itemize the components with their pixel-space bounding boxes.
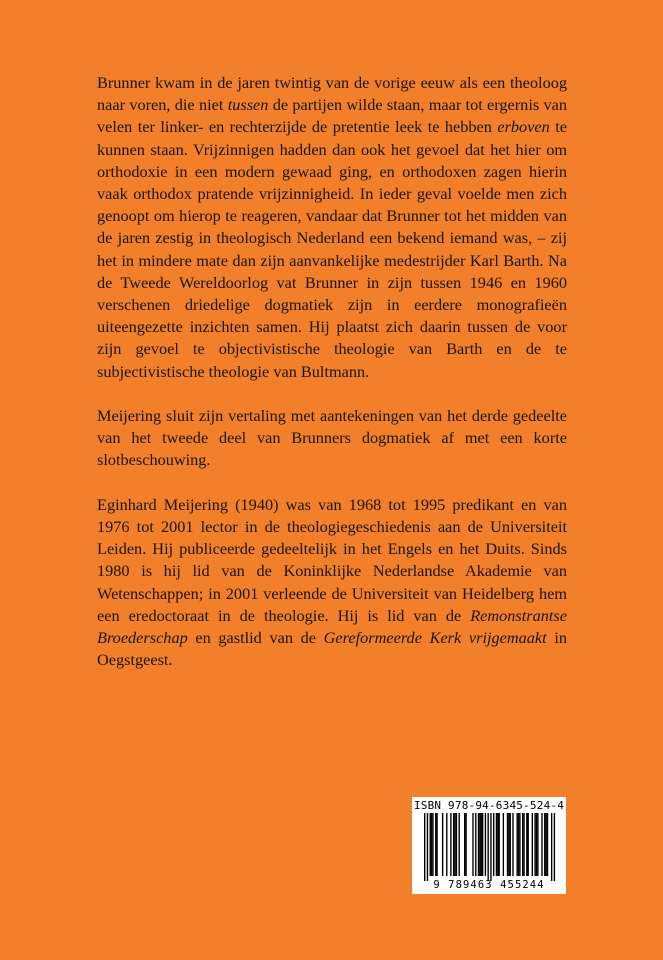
- barcode-bar: [431, 813, 432, 876]
- barcode-bar: [545, 813, 546, 876]
- barcode-bar: [456, 813, 457, 876]
- barcode-bar: [436, 813, 437, 876]
- barcode-bar: [547, 813, 548, 876]
- emphasis-remonstrantse: Remonstrantse Broederschap: [97, 605, 567, 648]
- isbn-label: ISBN 978-94-6345-524-4: [413, 799, 565, 812]
- barcode-bar: [497, 813, 498, 876]
- barcode-bar: [503, 813, 504, 876]
- barcode-bar: [430, 813, 431, 876]
- barcode-bar: [490, 813, 491, 881]
- barcode-bar: [534, 813, 535, 876]
- paragraph-brunner: Brunner kwam in de jaren twintig van de vorige eeuw als een theoloog naar voren, die niet tussen de partijen wilde staan, maar tot ergernis van velen ter linker- en rechterzijde de pretentie leek te hebben erboven te kunnen staan. Vrijzinnigen hadden dan ook het gevoel dat het hier om orthodoxie in een modern gewaad ging, en orthodoxen zagen hierin vaak orthodox pratende vrijzinnigheid. In ieder geval voelde men zich genoopt om hierop te reageren, vandaar dat Brunner tot het midden van de jaren zestig in theologisch Nederland een bekend iemand was, – zij het in mindere mate dan zijn aanvankelijke medestrijder Karl Barth. Na de Tweede Wereldoorlog vat Brunner in zijn tussen 1946 en 1960 verschenen driedelige dogmatiek zijn in eerdere monografieën uiteengezette inzichten samen. Hij plaatst zich daarin tussen de voor zijn gevoel te objectivistische theologie van Barth en de te subjectivistische theologie van Bultmann.: [97, 73, 567, 381]
- isbn-barcode: [412, 797, 566, 894]
- barcode-bar: [541, 813, 542, 876]
- barcode-bar: [472, 813, 473, 876]
- barcode-bar: [475, 813, 476, 876]
- barcode-bar: [465, 813, 466, 876]
- barcode-bar: [537, 813, 538, 876]
- barcode-bar: [526, 813, 527, 876]
- emphasis-tussen: tussen: [227, 95, 269, 115]
- back-cover-text: [97, 72, 567, 694]
- barcode-bar: [516, 813, 517, 876]
- barcode-bar: [450, 813, 451, 876]
- barcode-bar: [499, 813, 500, 876]
- barcode-bar: [493, 813, 494, 876]
- barcode-bar: [496, 813, 497, 876]
- barcode-bar: [532, 813, 533, 876]
- paragraph-author-bio: Eginhard Meijering (1940) was van 1968 tot 1995 predikant en van 1976 tot 2001 lector in de theologiegeschiedenis aan de Universiteit Leiden. Hij publiceerde gedeeltelijk in het Engels en het Duits. Sinds 1980 is hij lid van de Koninklijke Nederlandse Akademie van Wetenschappen; in 2001 verleende de Universiteit van Heidelberg hem een eredoctoraat in de theologie. Hij is lid van de Remonstrantse Broederschap en gastlid van de Gereformeerde Kerk vrijgemaakt in Oegstgeest.: [97, 494, 567, 670]
- barcode-bar: [536, 813, 537, 876]
- barcode-bar: [522, 813, 523, 876]
- barcode-bar: [507, 813, 508, 876]
- barcode-bar: [459, 813, 460, 876]
- barcode-bar: [512, 813, 513, 876]
- barcode-bar: [485, 813, 486, 876]
- barcode-bar: [454, 813, 455, 876]
- emphasis-erboven: erboven: [497, 117, 550, 137]
- barcode-bar: [432, 813, 433, 876]
- barcode-bar: [482, 813, 483, 876]
- barcode-bar: [518, 813, 519, 876]
- barcode-bar: [464, 813, 465, 876]
- paragraph-meijering-translation: Meijering sluit zijn vertaling met aantekeningen van het derde gedeelte van het tweede deel van Brunners dogmatiek af met een korte slotbeschouwing.: [97, 406, 567, 470]
- barcode-digits: 9 789463 455244: [433, 879, 545, 891]
- barcode-bar: [544, 813, 545, 876]
- barcode-bar: [427, 813, 428, 881]
- barcode-bar: [435, 813, 436, 876]
- barcode-bar: [481, 813, 482, 876]
- barcode-bar: [510, 813, 511, 876]
- barcode-bar: [508, 813, 509, 876]
- barcode-bar: [478, 813, 479, 876]
- barcode-bar: [487, 813, 488, 881]
- barcode-bar: [551, 813, 552, 881]
- barcode-bar: [554, 813, 555, 881]
- barcode-bar: [479, 813, 480, 876]
- barcode-bar: [442, 813, 443, 876]
- emphasis-gereformeerde: Gereformeerde Kerk vrijgemaakt: [323, 628, 547, 648]
- barcode-bar: [453, 813, 454, 876]
- barcode-bar: [523, 813, 524, 876]
- barcode-bar: [519, 813, 520, 876]
- barcode-bar: [424, 813, 425, 881]
- barcode-bar: [528, 813, 529, 876]
- barcode-bar: [446, 813, 447, 876]
